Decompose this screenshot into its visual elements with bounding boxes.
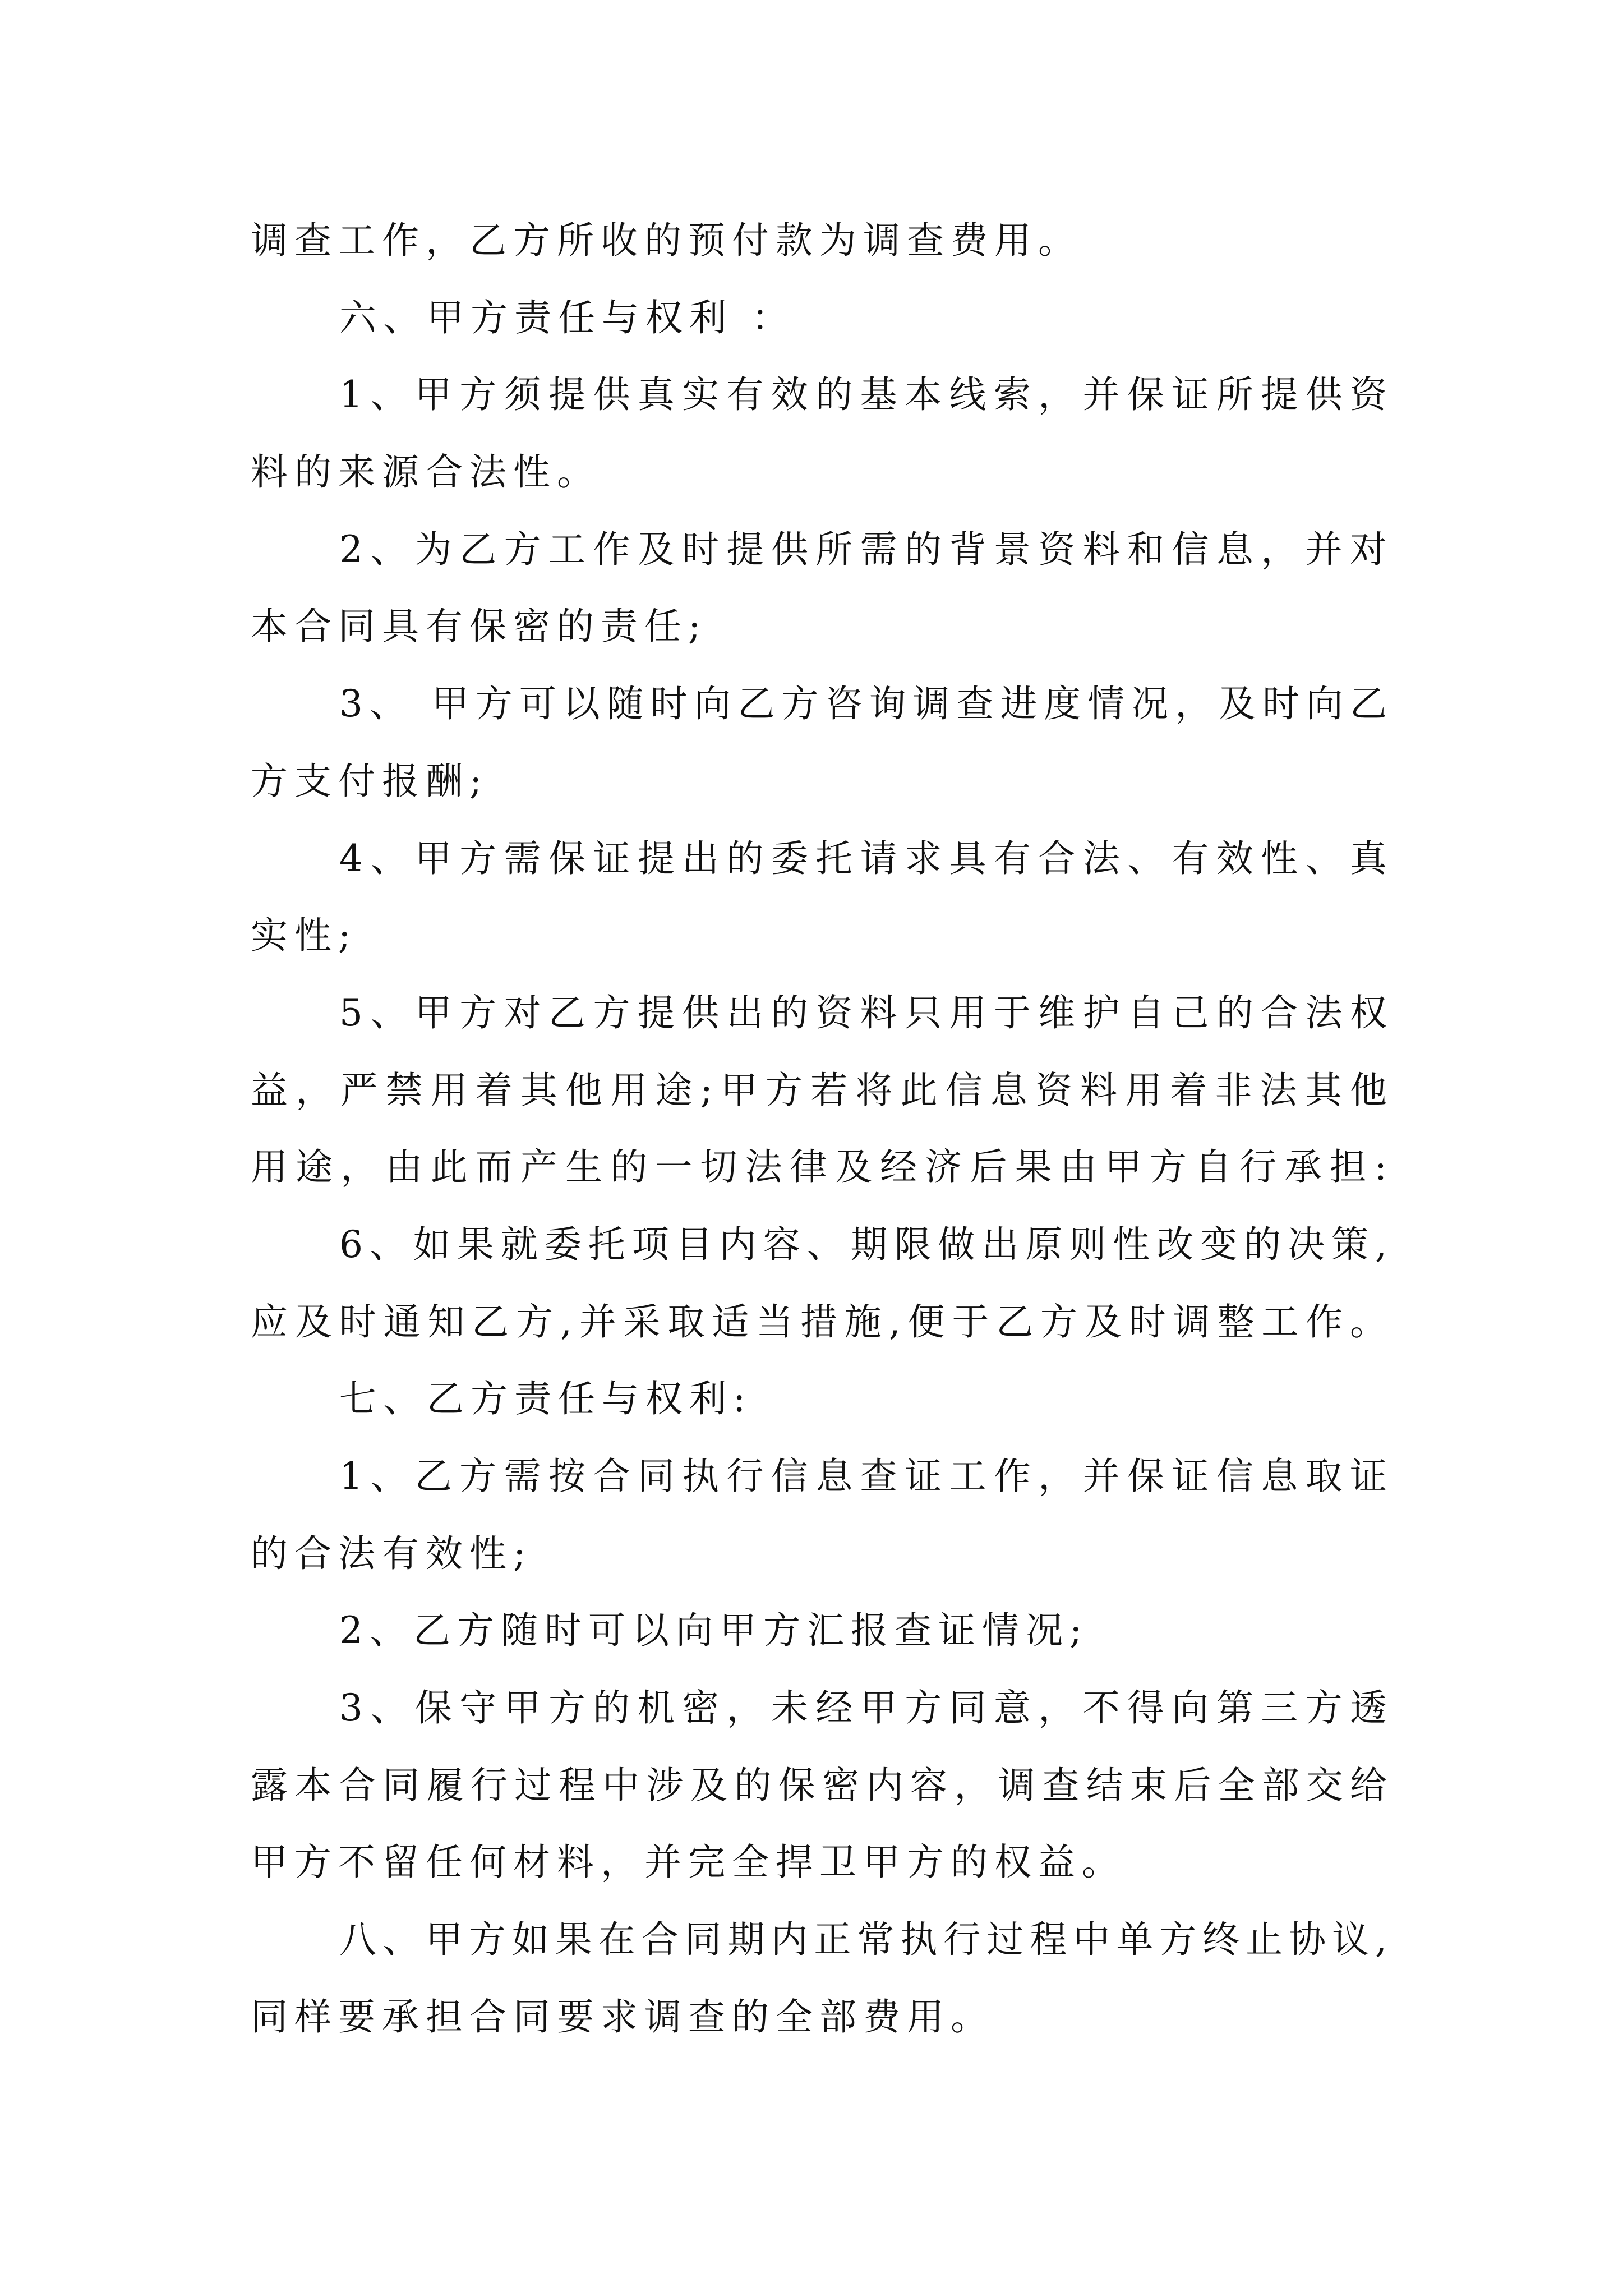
text-line: [251, 356, 1395, 434]
text-line-content: 七、乙方责任与权利:: [339, 1377, 753, 1421]
document-body: [251, 202, 1395, 2056]
text-line-content: 甲方不留任何材料，并完全捍卫甲方的权益。: [251, 1841, 1126, 1884]
text-line: [251, 1360, 1387, 1438]
text-line: [251, 1747, 1394, 1824]
text-line: [251, 1438, 1395, 1515]
text-line: [251, 743, 1387, 820]
paragraph: [251, 1592, 1387, 1669]
text-line: [251, 202, 1387, 279]
paragraph: [251, 820, 1395, 974]
text-line-content: 1、甲方须提供真实有效的基本线索，并保证所提供资: [339, 373, 1395, 417]
text-line-content: 2、为乙方工作及时提供所需的背景资料和信息，并对: [339, 527, 1395, 571]
paragraph: [251, 356, 1395, 510]
text-line-content: 实性;: [251, 914, 358, 958]
text-line-content: 6、如果就委托项目内容、期限做出原则性改变的决策,: [339, 1222, 1394, 1266]
text-line-content: 1、乙方需按合同执行信息查证工作，并保证信息取证: [339, 1455, 1395, 1498]
paragraph: [251, 511, 1395, 665]
text-line-content: 4、甲方需保证提出的委托请求具有合法、有效性、真: [339, 836, 1395, 880]
paragraph: [251, 1206, 1394, 1360]
text-line: [251, 1206, 1394, 1283]
text-line-content: 3、保守甲方的机密，未经甲方同意，不得向第三方透: [339, 1686, 1395, 1730]
text-line: [251, 665, 1394, 743]
text-line: [251, 1129, 1395, 1206]
section-heading-8: [251, 1901, 1393, 2055]
text-line: [251, 897, 1387, 974]
text-line-content: 料的来源合法性。: [251, 450, 601, 494]
text-line-content: 同样要承担合同要求调查的全部费用。: [251, 1995, 994, 2039]
paragraph: [251, 974, 1395, 1206]
text-line-content: 5、甲方对乙方提供出的资料只用于维护自己的合法权: [339, 991, 1395, 1034]
text-line-content: 露本合同履行过程中涉及的保密内容，调查结束后全部交给: [251, 1763, 1394, 1807]
text-line: [251, 1901, 1393, 1978]
text-line: [251, 434, 1387, 511]
text-line: [251, 1515, 1387, 1593]
text-line: [251, 974, 1395, 1052]
text-line: [251, 1052, 1395, 1129]
text-line: [251, 511, 1395, 588]
text-line-content: 方支付报酬;: [251, 759, 489, 803]
text-line: [251, 588, 1387, 665]
paragraph: [251, 1438, 1395, 1592]
text-line: [251, 1283, 1394, 1361]
section-heading-6: [251, 279, 1387, 357]
text-line-content: 本合同具有保密的责任;: [251, 605, 708, 648]
text-line-content: 调查工作，乙方所收的预付款为调查费用。: [251, 219, 1082, 262]
paragraph: [251, 665, 1394, 820]
section-heading-7: [251, 1360, 1387, 1438]
text-line-content: 八、甲方如果在合同期内正常执行过程中单方终止协议,: [339, 1918, 1393, 1962]
text-line: [251, 1824, 1387, 1901]
text-line-content: 2、乙方随时可以向甲方汇报查证情况;: [339, 1609, 1089, 1653]
text-line-content: 六、甲方责任与权利 ：: [339, 296, 795, 339]
text-line: [251, 1978, 1387, 2056]
text-line: [251, 1592, 1387, 1669]
text-line-content: 用途，由此而产生的一切法律及经济后果由甲方自行承担:: [251, 1145, 1395, 1189]
text-line-content: 应及时通知乙方,并采取适当措施,便于乙方及时调整工作。: [251, 1300, 1394, 1343]
paragraph: [251, 202, 1387, 279]
text-line-content: 益，严禁用着其他用途;甲方若将此信息资料用着非法其他: [251, 1068, 1395, 1112]
text-line: [251, 1669, 1395, 1747]
text-line-content: 的合法有效性;: [251, 1531, 533, 1575]
paragraph: [251, 1669, 1395, 1901]
text-line: [251, 820, 1395, 898]
text-line: [251, 279, 1387, 357]
text-line-content: 3、 甲方可以随时向乙方咨询调查进度情况，及时向乙: [339, 682, 1394, 726]
